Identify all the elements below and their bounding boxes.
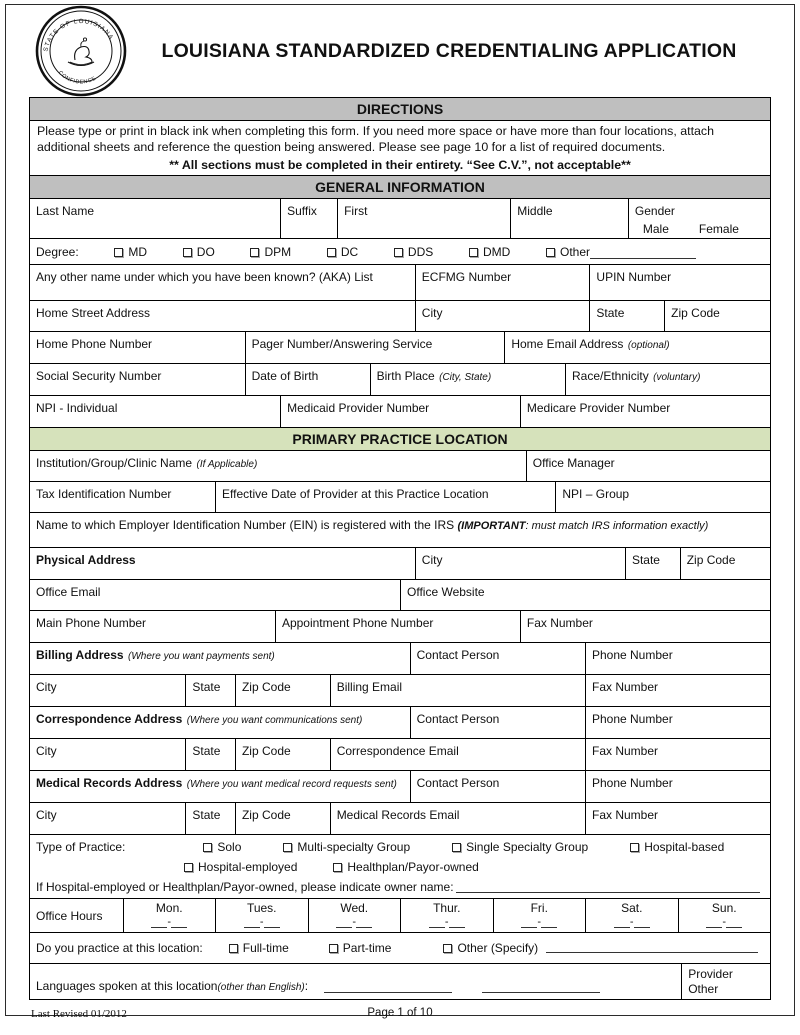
main-fax-label: Fax Number xyxy=(526,615,593,630)
aka-label: Any other name under which you have been known? (AKA) List xyxy=(36,269,373,284)
degree-md-label: MD xyxy=(128,244,148,259)
medical-zip-label: Zip Code xyxy=(241,807,291,822)
application-form xyxy=(29,97,771,1000)
medical-records-address-note: (Where you want medical record requests sent) xyxy=(186,778,397,790)
practice-option-healthplan-owned[interactable] xyxy=(333,860,478,874)
field-correspondence-city[interactable] xyxy=(30,739,185,770)
hours-saturday[interactable] xyxy=(585,899,678,932)
billing-city-row xyxy=(30,674,770,706)
home-email-label: Home Email Address xyxy=(511,336,624,351)
billing-email-label: Billing Email xyxy=(336,679,403,694)
field-home-state[interactable] xyxy=(589,301,664,331)
physical-state-label: State xyxy=(631,552,660,567)
home-zip-label: Zip Code xyxy=(671,305,720,320)
medicare-label: Medicare Provider Number xyxy=(526,400,671,415)
tax-id-label: Tax Identification Number xyxy=(36,486,172,501)
hours-blank[interactable] xyxy=(541,918,557,928)
correspondence-fax-label: Fax Number xyxy=(591,743,659,758)
hours-monday[interactable] xyxy=(123,899,216,932)
effective-date-label: Effective Date of Provider at this Practice Location xyxy=(222,486,489,501)
field-type-of-practice xyxy=(30,835,770,898)
part-time-label: Part-time xyxy=(342,941,392,956)
institution-row xyxy=(30,450,770,481)
field-correspondence-phone[interactable] xyxy=(585,707,770,738)
field-medical-records-contact[interactable] xyxy=(410,771,585,802)
home-state-label: State xyxy=(596,305,625,320)
field-pager[interactable] xyxy=(245,332,505,363)
other-label: Other xyxy=(688,981,719,996)
gender-label: Gender xyxy=(634,203,675,218)
field-home-email[interactable] xyxy=(504,332,770,363)
billing-fax-label: Fax Number xyxy=(591,679,659,694)
hours-sunday[interactable] xyxy=(678,899,771,932)
monday-hours-line xyxy=(126,916,214,928)
field-appointment-phone[interactable] xyxy=(275,611,520,642)
medical-records-address-label: Medical Records Address xyxy=(36,775,183,790)
languages-label: Languages spoken at this location xyxy=(36,978,218,993)
billing-phone-label: Phone Number xyxy=(591,647,673,662)
gender-female-option[interactable]: Female xyxy=(698,221,739,236)
hours-blank[interactable] xyxy=(521,918,537,928)
field-billing-phone[interactable] xyxy=(585,643,770,674)
ein-important: (IMPORTANT xyxy=(457,519,526,532)
owner-name-blank[interactable] xyxy=(456,881,760,893)
field-date-of-birth[interactable] xyxy=(245,364,370,395)
hours-dash: - xyxy=(629,915,634,928)
medical-records-contact-label: Contact Person xyxy=(416,775,500,790)
first-name-label: First xyxy=(344,203,368,218)
field-languages[interactable] xyxy=(30,964,681,999)
home-street-label: Home Street Address xyxy=(36,305,151,320)
checkbox-dpm[interactable] xyxy=(250,248,259,257)
friday-label: Fri. xyxy=(530,900,548,915)
other-specify-blank[interactable] xyxy=(546,941,758,953)
checkbox-dds[interactable] xyxy=(394,248,403,257)
degree-other-blank[interactable] xyxy=(590,247,696,259)
home-address-row xyxy=(30,300,770,331)
correspondence-email-label: Correspondence Email xyxy=(336,743,459,758)
ssn-label: Social Security Number xyxy=(36,368,162,383)
degree-option-dpm[interactable] xyxy=(250,245,291,259)
degree-option-other[interactable] xyxy=(546,245,696,259)
upin-label: UPIN Number xyxy=(596,269,672,284)
field-provider-other xyxy=(681,964,770,999)
field-tax-id[interactable] xyxy=(30,482,215,512)
checkbox-hospital-based[interactable] xyxy=(630,843,639,852)
appointment-phone-label: Appointment Phone Number xyxy=(281,615,434,630)
type-of-practice-label: Type of Practice: xyxy=(36,839,126,854)
field-upin-number[interactable] xyxy=(589,265,770,300)
thursday-label: Thur. xyxy=(433,900,461,915)
home-email-note: (optional) xyxy=(627,339,670,351)
field-medical-city[interactable] xyxy=(30,803,185,834)
tuesday-hours-line xyxy=(218,916,306,928)
field-office-website[interactable] xyxy=(400,580,770,610)
checkbox-part-time[interactable] xyxy=(329,944,338,953)
field-correspondence-state[interactable] xyxy=(185,739,235,770)
wednesday-hours-line xyxy=(311,916,399,928)
home-phone-row xyxy=(30,331,770,363)
field-correspondence-address[interactable] xyxy=(30,707,410,738)
correspondence-contact-label: Contact Person xyxy=(416,711,500,726)
field-billing-zip[interactable] xyxy=(235,675,330,706)
field-ein-name[interactable] xyxy=(30,513,770,547)
field-practice-time xyxy=(30,933,770,963)
medical-email-label: Medical Records Email xyxy=(336,807,460,822)
billing-city-label: City xyxy=(36,679,57,694)
sunday-hours-line xyxy=(681,916,769,928)
field-medical-zip[interactable] xyxy=(235,803,330,834)
field-npi-individual[interactable] xyxy=(30,396,280,427)
field-medical-state[interactable] xyxy=(185,803,235,834)
physical-zip-label: Zip Code xyxy=(686,552,736,567)
revision-text: Last Revised 01/2012 xyxy=(31,1007,127,1020)
office-email-label: Office Email xyxy=(36,584,101,599)
languages-note: (other than English) xyxy=(217,981,305,993)
field-physical-address[interactable] xyxy=(30,548,415,579)
main-phone-row xyxy=(30,610,770,642)
npi-row xyxy=(30,395,770,427)
checkbox-healthplan-payor-owned[interactable] xyxy=(333,863,342,872)
field-medical-fax[interactable] xyxy=(585,803,770,834)
correspondence-address-note: (Where you want communications sent) xyxy=(186,714,363,726)
page-title: LOUISIANA STANDARDIZED CREDENTIALING APPLICATION xyxy=(161,39,737,62)
field-middle-name[interactable] xyxy=(510,199,628,238)
institution-note: (If Applicable) xyxy=(196,458,258,470)
hours-blank[interactable] xyxy=(634,918,650,928)
birth-place-note: (City, State) xyxy=(439,371,492,383)
hours-blank[interactable] xyxy=(171,918,187,928)
hours-blank[interactable] xyxy=(706,918,722,928)
field-billing-state[interactable] xyxy=(185,675,235,706)
monday-label: Mon. xyxy=(155,900,183,915)
degree-option-dc[interactable] xyxy=(327,245,358,259)
provider-label: Provider xyxy=(688,966,733,981)
field-aka[interactable] xyxy=(30,265,415,300)
practice-option-single-specialty[interactable] xyxy=(452,840,588,854)
degree-label: Degree: xyxy=(36,244,79,259)
billing-contact-label: Contact Person xyxy=(416,647,500,662)
section-heading-directions: DIRECTIONS xyxy=(30,98,770,120)
hours-blank[interactable] xyxy=(264,918,280,928)
section-heading-primary-practice: PRIMARY PRACTICE LOCATION xyxy=(30,427,770,450)
office-website-label: Office Website xyxy=(407,584,485,599)
ein-label: Name to which Employer Identification Number (EIN) is registered with the IRS xyxy=(36,517,458,532)
degree-option-dmd[interactable] xyxy=(469,245,510,259)
correspondence-city-row xyxy=(30,738,770,770)
field-last-name[interactable] xyxy=(30,199,280,238)
birth-place-label: Birth Place xyxy=(376,368,435,383)
correspondence-phone-label: Phone Number xyxy=(591,711,673,726)
form-header xyxy=(29,5,771,97)
field-first-name[interactable] xyxy=(337,199,510,238)
ein-row xyxy=(30,512,770,547)
checkbox-dmd[interactable] xyxy=(469,248,478,257)
checkbox-full-time[interactable] xyxy=(229,944,238,953)
degree-do-label: DO xyxy=(196,244,215,259)
field-npi-group[interactable] xyxy=(555,482,770,512)
correspondence-state-label: State xyxy=(192,743,221,758)
field-birth-place[interactable] xyxy=(370,364,565,395)
other-specify-label: Other (Specify) xyxy=(457,941,539,956)
hours-dash: - xyxy=(444,915,449,928)
practice-time-label: Do you practice at this location: xyxy=(36,941,203,956)
practice-option-other[interactable] xyxy=(443,941,538,955)
suffix-label: Suffix xyxy=(287,203,317,218)
field-home-city[interactable] xyxy=(415,301,590,331)
billing-address-label: Billing Address xyxy=(36,647,124,662)
field-correspondence-zip[interactable] xyxy=(235,739,330,770)
practice-option-hospital-based[interactable] xyxy=(630,840,724,854)
practice-option-solo[interactable] xyxy=(203,840,241,854)
correspondence-city-label: City xyxy=(36,743,57,758)
wednesday-label: Wed. xyxy=(340,900,369,915)
hours-blank[interactable] xyxy=(244,918,260,928)
checkbox-single-specialty[interactable] xyxy=(452,843,461,852)
type-of-practice-row xyxy=(30,834,770,898)
field-office-email[interactable] xyxy=(30,580,400,610)
degree-dc-label: DC xyxy=(340,244,359,259)
degree-option-md[interactable] xyxy=(114,245,147,259)
hours-blank[interactable] xyxy=(449,918,465,928)
field-home-street-address[interactable] xyxy=(30,301,415,331)
field-billing-city[interactable] xyxy=(30,675,185,706)
hours-blank[interactable] xyxy=(429,918,445,928)
healthplan-owned-label: Healthplan/Payor-owned xyxy=(347,859,479,874)
hours-dash: - xyxy=(259,915,264,928)
ein-note: : must match IRS information exactly) xyxy=(525,519,709,532)
ssn-row xyxy=(30,363,770,395)
multi-specialty-label: Multi-specialty Group xyxy=(297,839,411,854)
page-footer xyxy=(29,1000,771,1022)
hospital-employed-label: Hospital-employed xyxy=(198,859,298,874)
hours-dash: - xyxy=(537,915,542,928)
practice-option-full-time[interactable] xyxy=(229,941,289,955)
field-medicare-number[interactable] xyxy=(520,396,770,427)
medical-records-city-row xyxy=(30,802,770,834)
field-gender[interactable] xyxy=(628,199,770,238)
thursday-hours-line xyxy=(403,916,491,928)
race-label: Race/Ethnicity xyxy=(572,368,649,383)
dob-label: Date of Birth xyxy=(251,368,319,383)
field-effective-date[interactable] xyxy=(215,482,555,512)
medical-state-label: State xyxy=(192,807,221,822)
hours-dash: - xyxy=(167,915,172,928)
field-medical-records-phone[interactable] xyxy=(585,771,770,802)
aka-row xyxy=(30,264,770,300)
checkbox-do[interactable] xyxy=(183,248,192,257)
last-name-label: Last Name xyxy=(36,203,95,218)
hours-blank[interactable] xyxy=(336,918,352,928)
degree-option-dds[interactable] xyxy=(394,245,433,259)
saturday-hours-line xyxy=(588,916,676,928)
field-billing-contact[interactable] xyxy=(410,643,585,674)
home-phone-label: Home Phone Number xyxy=(36,336,153,351)
hours-wednesday[interactable] xyxy=(308,899,401,932)
seal-bottom-text: CONFIDENCE xyxy=(56,70,98,86)
checkbox-dc[interactable] xyxy=(327,248,336,257)
billing-address-row xyxy=(30,642,770,674)
medical-fax-label: Fax Number xyxy=(591,807,659,822)
field-home-zip[interactable] xyxy=(664,301,770,331)
field-correspondence-contact[interactable] xyxy=(410,707,585,738)
office-email-row xyxy=(30,579,770,610)
ecfmg-label: ECFMG Number xyxy=(421,269,512,284)
physical-address-label: Physical Address xyxy=(36,552,136,567)
npi-group-label: NPI – Group xyxy=(562,486,630,501)
field-medical-records-address[interactable] xyxy=(30,771,410,802)
field-ssn[interactable] xyxy=(30,364,245,395)
home-city-label: City xyxy=(421,305,443,320)
billing-zip-label: Zip Code xyxy=(241,679,291,694)
medical-records-address-row xyxy=(30,770,770,802)
office-manager-label: Office Manager xyxy=(532,455,615,470)
hours-blank[interactable] xyxy=(356,918,372,928)
npi-label: NPI - Individual xyxy=(36,400,118,415)
middle-name-label: Middle xyxy=(517,203,553,218)
languages-row xyxy=(30,963,770,999)
race-note: (voluntary) xyxy=(653,371,701,383)
practice-time-row xyxy=(30,932,770,963)
language-blank-2[interactable] xyxy=(482,981,600,993)
field-physical-state[interactable] xyxy=(625,548,680,579)
field-physical-zip[interactable] xyxy=(680,548,770,579)
medical-city-label: City xyxy=(36,807,57,822)
degree-row xyxy=(30,238,770,264)
correspondence-address-label: Correspondence Address xyxy=(36,711,183,726)
degree-dds-label: DDS xyxy=(407,244,434,259)
hours-friday[interactable] xyxy=(493,899,586,932)
full-time-label: Full-time xyxy=(242,941,289,956)
owner-name-line xyxy=(36,880,764,894)
tuesday-label: Tues. xyxy=(246,900,277,915)
medicaid-label: Medicaid Provider Number xyxy=(287,400,430,415)
field-medical-email[interactable] xyxy=(330,803,585,834)
practice-option-multi-specialty[interactable] xyxy=(283,840,410,854)
office-hours-row xyxy=(30,898,770,932)
degree-dmd-label: DMD xyxy=(482,244,511,259)
office-hours-label: Office Hours xyxy=(36,908,103,923)
medical-records-phone-label: Phone Number xyxy=(591,775,673,790)
hours-blank[interactable] xyxy=(726,918,742,928)
directions-block xyxy=(30,120,770,175)
hours-tuesday[interactable] xyxy=(215,899,308,932)
checkbox-multi-specialty[interactable] xyxy=(283,843,292,852)
language-blank-1[interactable] xyxy=(324,981,452,993)
type-line-1 xyxy=(36,840,764,854)
directions-note: ** All sections must be completed in their entirety. “See C.V.”, not acceptable** xyxy=(169,157,631,172)
seal-top-text: STATE OF LOUISIANA xyxy=(42,17,115,53)
field-main-phone[interactable] xyxy=(30,611,275,642)
type-line-2 xyxy=(36,860,764,874)
hours-dash: - xyxy=(352,915,357,928)
friday-hours-line xyxy=(496,916,584,928)
languages-colon: : xyxy=(304,978,309,993)
field-office-manager[interactable] xyxy=(526,451,770,481)
field-home-phone[interactable] xyxy=(30,332,245,363)
field-physical-city[interactable] xyxy=(415,548,625,579)
name-row xyxy=(30,198,770,238)
field-billing-fax[interactable] xyxy=(585,675,770,706)
degree-other-label: Other xyxy=(559,244,590,259)
directions-body: Please type or print in black ink when completing this form. If you need more space or have more than four locations, attach additional sheets and reference the question being answered. Please see page 10 for a list of required documents. xyxy=(37,124,715,154)
practice-option-part-time[interactable] xyxy=(329,941,392,955)
louisiana-state-seal xyxy=(35,5,127,97)
checkbox-other-practice-time[interactable] xyxy=(443,944,452,953)
field-office-hours xyxy=(30,899,123,932)
checkbox-md[interactable] xyxy=(114,248,123,257)
form-sheet xyxy=(5,4,795,1020)
physical-address-row xyxy=(30,547,770,579)
checkbox-other-degree[interactable] xyxy=(546,248,555,257)
pager-label: Pager Number/Answering Service xyxy=(251,336,433,351)
gender-male-option[interactable]: Male xyxy=(642,221,669,236)
billing-address-note: (Where you want payments sent) xyxy=(128,650,275,662)
field-medicaid-number[interactable] xyxy=(280,396,520,427)
field-suffix[interactable] xyxy=(280,199,337,238)
institution-label: Institution/Group/Clinic Name xyxy=(36,455,193,470)
section-heading-general-information: GENERAL INFORMATION xyxy=(30,175,770,198)
field-correspondence-fax[interactable] xyxy=(585,739,770,770)
saturday-label: Sat. xyxy=(621,900,643,915)
field-correspondence-email[interactable] xyxy=(330,739,585,770)
hours-blank[interactable] xyxy=(151,918,167,928)
correspondence-address-row xyxy=(30,706,770,738)
hours-thursday[interactable] xyxy=(400,899,493,932)
field-ecfmg-number[interactable] xyxy=(415,265,590,300)
hours-blank[interactable] xyxy=(614,918,630,928)
main-phone-label: Main Phone Number xyxy=(36,615,147,630)
field-degree xyxy=(30,239,770,264)
sunday-label: Sun. xyxy=(711,900,737,915)
hours-dash: - xyxy=(722,915,727,928)
degree-option-do[interactable] xyxy=(183,245,215,259)
gender-options xyxy=(635,220,764,236)
page-number: Page 1 of 10 xyxy=(367,1006,433,1019)
field-main-fax[interactable] xyxy=(520,611,770,642)
billing-state-label: State xyxy=(192,679,221,694)
field-billing-email[interactable] xyxy=(330,675,585,706)
solo-label: Solo xyxy=(217,839,242,854)
owner-name-label: If Hospital-employed or Healthplan/Payor-owned, please indicate owner name: xyxy=(36,879,454,894)
single-specialty-label: Single Specialty Group xyxy=(466,839,589,854)
hospital-based-label: Hospital-based xyxy=(644,839,725,854)
practice-option-hospital-employed[interactable] xyxy=(184,860,297,874)
field-institution-name[interactable] xyxy=(30,451,526,481)
field-billing-address[interactable] xyxy=(30,643,410,674)
physical-city-label: City xyxy=(421,552,443,567)
tax-row xyxy=(30,481,770,512)
field-race-ethnicity[interactable] xyxy=(565,364,770,395)
degree-dpm-label: DPM xyxy=(264,244,292,259)
correspondence-zip-label: Zip Code xyxy=(241,743,291,758)
checkbox-hospital-employed[interactable] xyxy=(184,863,193,872)
checkbox-solo[interactable] xyxy=(203,843,212,852)
